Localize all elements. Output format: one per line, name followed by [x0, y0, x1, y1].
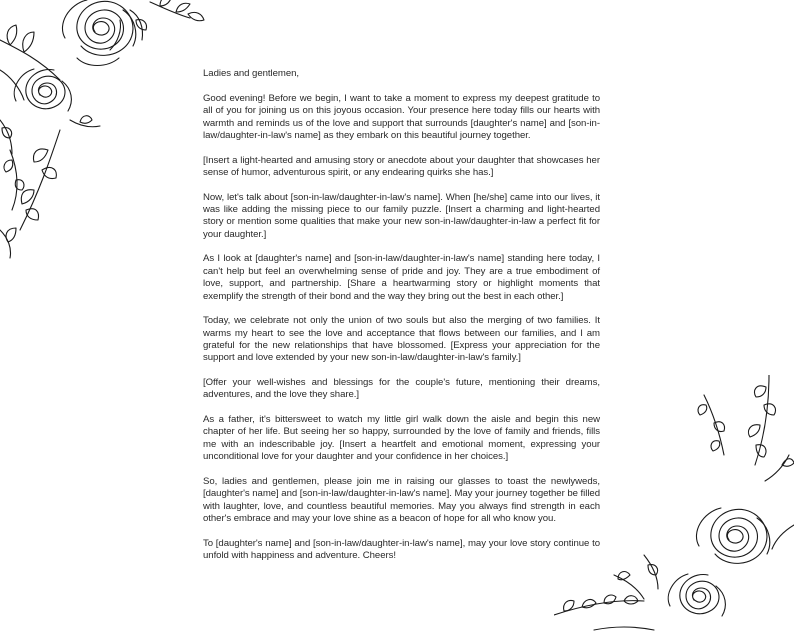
paragraph: [Offer your well-wishes and blessings for the couple's future, mentioning their dreams, adventures, and the love they share.]	[203, 377, 600, 401]
paragraph: Now, let's talk about [son-in-law/daughter-in-law's name]. When [he/she] came into our lives, it was like adding the missing piece to our family puzzle. [Insert a charming and light-hearted story or mention some qualities that make your new son-in-law/daughter-in-law a perfect fit for your daughter.]	[203, 191, 600, 240]
rose-icon	[62, 0, 135, 66]
speech-text	[203, 68, 600, 575]
salutation: Ladies and gentlemen,	[203, 68, 300, 79]
floral-corner-top-left-icon	[0, 0, 230, 260]
paragraph: Today, we celebrate not only the union of two souls but also the merging of two families. It warms my heart to see the love and acceptance that flows between our families, and I am grateful for the new relationships that have blossomed. [Express your appreciation for the support and love extended by your new son-in-law/daughter-in-law's family.]	[203, 315, 600, 364]
rose-icon	[668, 574, 725, 616]
rose-icon	[14, 69, 71, 111]
rose-icon	[696, 508, 769, 563]
paragraph: [Insert a light-hearted and amusing story or anecdote about your daughter that showcases her sense of humor, adventurous spirit, or any endearing quirks she has.]	[203, 154, 600, 179]
paragraph: As a father, it's bittersweet to watch my little girl walk down the aisle and begin this new chapter of her life. But seeing her so happy, surrounded by the love of family and friends, fills me with an indescribable joy. [Insert a heartfelt and emotional moment, expressing your unconditional love for your daughter and your confidence in her choices.]	[203, 414, 600, 463]
leaf-branch-icon	[0, 0, 204, 258]
paragraph: Good evening! Before we begin, I want to take a moment to express my deepest gratitude to all of you for joining us on this joyous occasion. Your presence here today fills our hearts with warmth and reminds us of the love and support that surrounds [daughter's name] and [son-in-law/daughter-in-law's name] as they embark on this beautiful journey together.	[203, 92, 600, 142]
paragraph: So, ladies and gentlemen, please join me in raising our glasses to toast the newlyweds, [daughter's name] and [son-in-law/daughter-in-law's name]. May your journey together be filled with laughter, love, and countless beautiful memories. May you always find strength in each other's embrace and may your love shine as a beacon of hope for all who know you.	[203, 475, 600, 525]
paragraph: To [daughter's name] and [son-in-law/daughter-in-law's name], may your love story continue to unfold with happiness and adventure. Cheers!	[203, 537, 600, 562]
paragraph: As I look at [daughter's name] and [son-in-law/daughter-in-law's name] standing here today, I can't help but feel an overwhelming sense of pride and joy. They are a true embodiment of love, support, and partnership. [Share a heartwarming story or highlight moments that exemplify the strength of their bond and the way they bring out the best in each other.]	[203, 253, 600, 302]
